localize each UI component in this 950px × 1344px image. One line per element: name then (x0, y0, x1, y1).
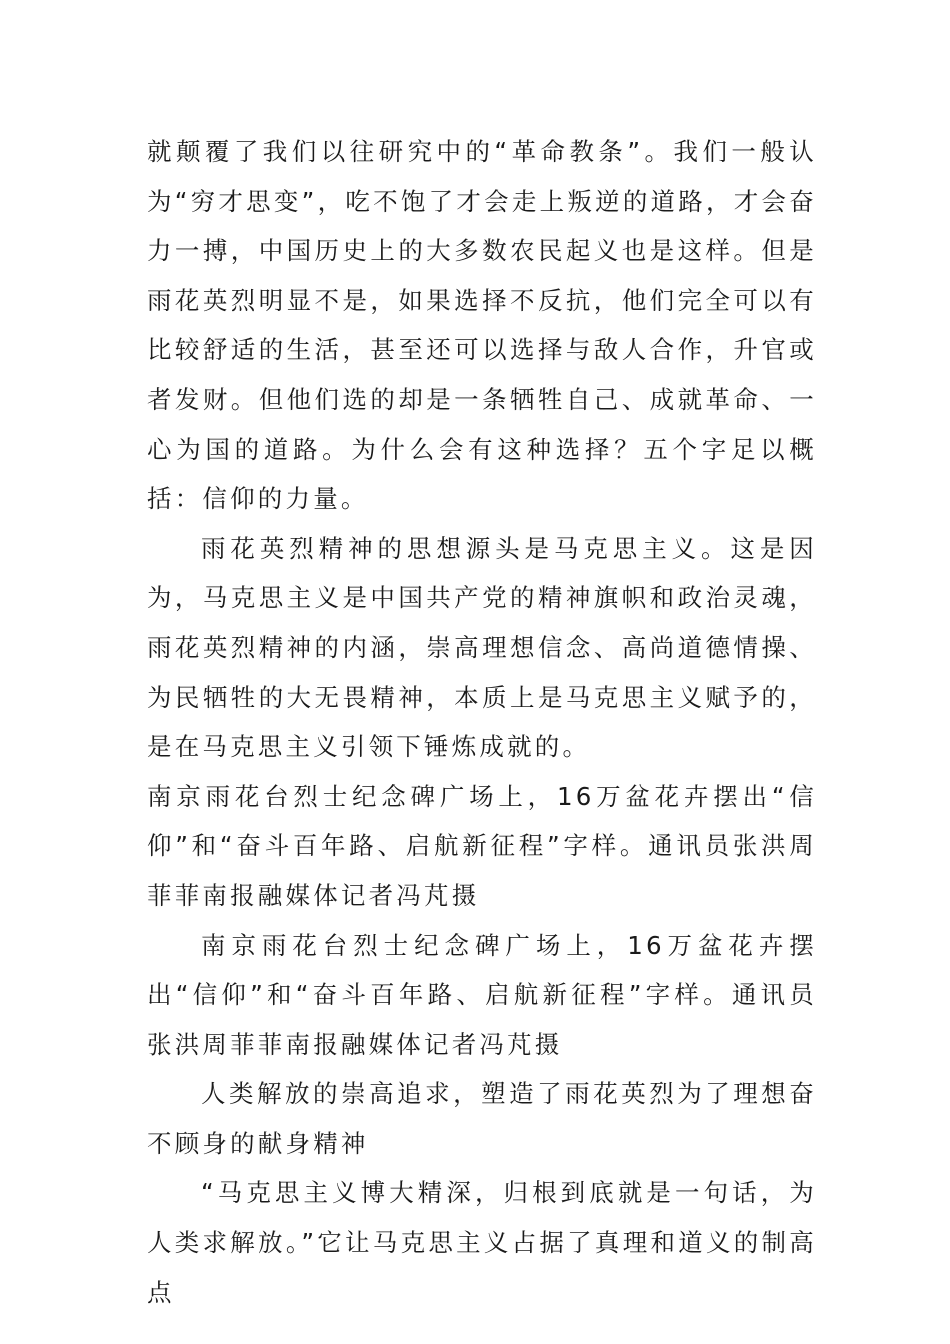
paragraph: 雨花英烈精神的思想源头是马克思主义。这是因为，马克思主义是中国共产党的精神旗帜和政治灵魂，雨花英烈精神的内涵，崇高理想信念、高尚道德情操、为民牺牲的大无畏精神，本质上是马克思主义赋予的，是在马克思主义引领下锤炼成就的。 (147, 533, 817, 762)
photo-caption: 南京雨花台烈士纪念碑广场上，16万盆花卉摆出“信仰”和“奋斗百年路、启航新征程”字样。通讯员张洪周菲菲南报融媒体记者冯芃摄 (147, 781, 817, 910)
paragraph: “马克思主义博大精深，归根到底就是一句话，为人类求解放。”它让马克思主义占据了真理和道义的制高点 (147, 1178, 817, 1307)
article-body (147, 127, 817, 1317)
paragraph: 南京雨花台烈士纪念碑广场上，16万盆花卉摆出“信仰”和“奋斗百年路、启航新征程”字样。通讯员张洪周菲菲南报融媒体记者冯芃摄 (147, 930, 817, 1059)
section-heading: 人类解放的崇高追求，塑造了雨花英烈为了理想奋不顾身的献身精神 (147, 1079, 817, 1158)
paragraph: 就颠覆了我们以往研究中的“革命教条”。我们一般认为“穷才思变”，吃不饱了才会走上叛逆的道路，才会奋力一搏，中国历史上的大多数农民起义也是这样。但是雨花英烈明显不是，如果选择不反抗，他们完全可以有比较舒适的生活，甚至还可以选择与敌人合作，升官或者发财。但他们选的却是一条牺牲自己、成就革命、一心为国的道路。为什么会有这种选择？五个字足以概括：信仰的力量。 (147, 137, 817, 514)
